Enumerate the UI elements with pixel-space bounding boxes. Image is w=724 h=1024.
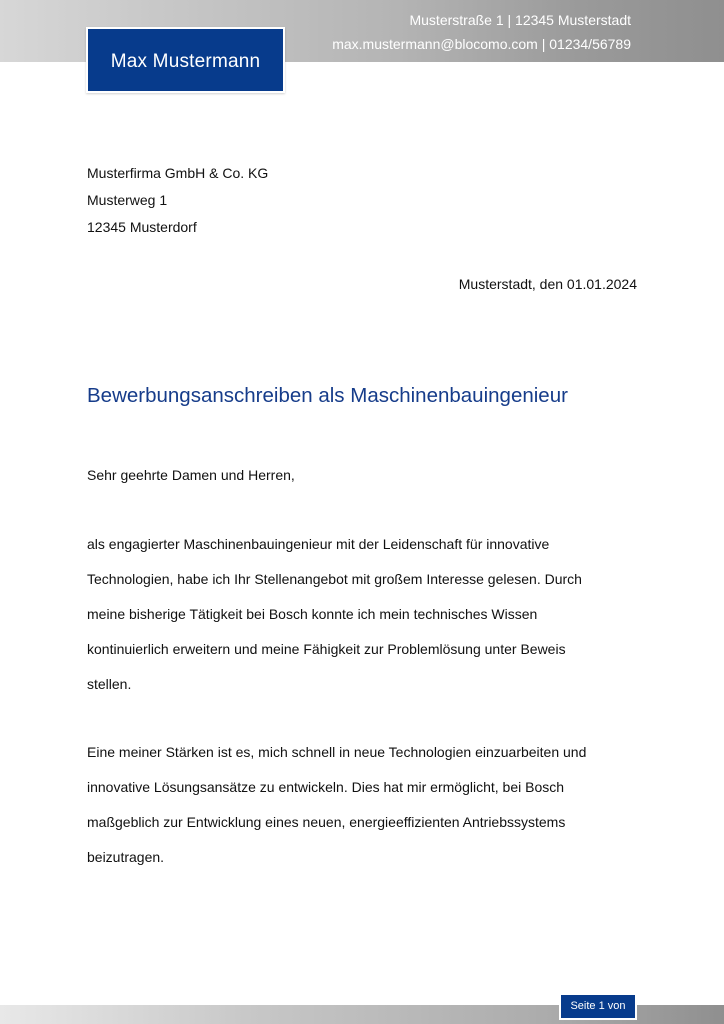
sender-contact: max.mustermann@blocomo.com | 01234/56789 xyxy=(332,36,631,52)
recipient-street: Musterweg 1 xyxy=(87,192,168,208)
letter-subject: Bewerbungsanschreiben als Maschinenbauingenieur xyxy=(87,384,568,407)
paragraph-line: meine bisherige Tätigkeit bei Bosch konnte ich mein technisches Wissen xyxy=(87,606,538,622)
letter-date: Musterstadt, den 01.01.2024 xyxy=(458,276,637,292)
recipient-city: 12345 Musterdorf xyxy=(87,219,197,235)
paragraph-line: Eine meiner Stärken ist es, mich schnell in neue Technologien einzuarbeiten und xyxy=(87,744,587,760)
salutation: Sehr geehrte Damen und Herren, xyxy=(87,467,295,483)
body-paragraph-2 xyxy=(87,735,647,875)
paragraph-line: beizutragen. xyxy=(87,849,165,865)
paragraph-line: Technologien, habe ich Ihr Stellenangebot mit großem Interesse gelesen. Durch xyxy=(87,571,582,587)
paragraph-line: maßgeblich zur Entwicklung eines neuen, energieeffizienten Antriebssystems xyxy=(87,814,566,830)
sender-name-badge: Max Mustermann xyxy=(86,27,285,93)
paragraph-line: als engagierter Maschinenbauingenieur mit der Leidenschaft für innovative xyxy=(87,536,550,552)
paragraph-line: stellen. xyxy=(87,676,132,692)
paragraph-line: kontinuierlich erweitern und meine Fähigkeit zur Problemlösung unter Beweis xyxy=(87,641,566,657)
body-paragraph-1 xyxy=(87,527,647,702)
paragraph-line: innovative Lösungsansätze zu entwickeln. Dies hat mir ermöglicht, bei Bosch xyxy=(87,779,565,795)
recipient-company: Musterfirma GmbH & Co. KG xyxy=(87,165,269,181)
sender-address: Musterstraße 1 | 12345 Musterstadt xyxy=(409,12,631,28)
recipient-address xyxy=(87,160,268,241)
page-number-badge: Seite 1 von xyxy=(559,993,637,1020)
